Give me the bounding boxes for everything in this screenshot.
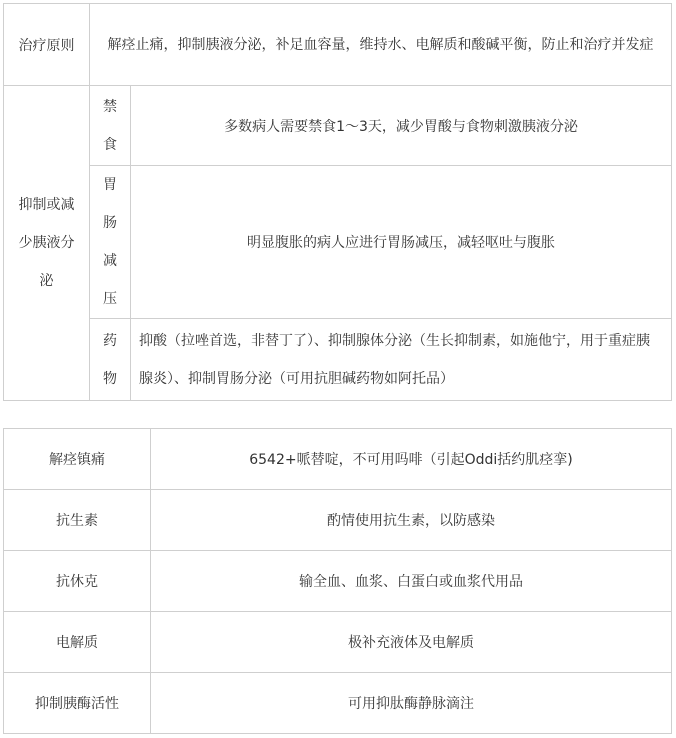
drug-label-cell (4, 429, 151, 490)
drug-table (3, 428, 672, 734)
drug-text: 6542+哌替啶，不可用吗啡（引起Oddi括约肌痉挛) (249, 452, 573, 468)
sub-text-cell (131, 166, 672, 319)
principle-label-cell (4, 4, 90, 86)
drug-text-cell (151, 429, 672, 490)
drug-label: 抑制胰酶活性 (35, 696, 119, 712)
sub-text: 明显腹胀的病人应进行胃肠减压，减轻呕吐与腹胀 (247, 235, 555, 251)
drug-label: 电解质 (56, 635, 98, 651)
table-row (4, 673, 672, 734)
drug-text: 可用抑肽酶静脉滴注 (348, 696, 474, 712)
drug-label-cell (4, 490, 151, 551)
sub-label: 禁食 (103, 98, 117, 153)
table-row (4, 612, 672, 673)
treatment-table (3, 3, 672, 401)
drug-text-cell (151, 551, 672, 612)
drug-label: 抗休克 (56, 574, 98, 590)
sub-label-cell (90, 319, 131, 401)
drug-text: 酌情使用抗生素，以防感染 (327, 513, 495, 529)
drug-text-cell (151, 673, 672, 734)
sub-text-cell (131, 319, 672, 401)
group-label: 抑制或减少胰液分泌 (18, 197, 75, 289)
sub-text: 抑酸（拉唑首选，非替丁了）、抑制腺体分泌（生长抑制素，如施他宁，用于重症胰腺炎）、抑制胃肠分泌（可用抗胆碱药物如阿托品） (139, 332, 650, 387)
sub-label: 药物 (103, 332, 117, 387)
table-row (4, 166, 672, 319)
table-row (4, 4, 672, 86)
drug-text-cell (151, 612, 672, 673)
principle-text: 解痉止痛，抑制胰液分泌，补足血容量，维持水、电解质和酸碱平衡，防止和治疗并发症 (107, 36, 654, 53)
drug-label: 解痉镇痛 (49, 452, 105, 468)
sub-label-cell (90, 86, 131, 166)
table-row (4, 551, 672, 612)
drug-text: 输全血、血浆、白蛋白或血浆代用品 (299, 574, 523, 590)
drug-text-cell (151, 490, 672, 551)
table-row (4, 86, 672, 166)
table-row (4, 490, 672, 551)
sub-text-cell (131, 86, 672, 166)
drug-label-cell (4, 673, 151, 734)
drug-text: 极补充液体及电解质 (348, 635, 474, 651)
sub-text: 多数病人需要禁食1～3天，减少胃酸与食物刺激胰液分泌 (224, 118, 578, 135)
sub-label: 胃肠减压 (103, 177, 117, 307)
principle-text-cell (90, 4, 672, 86)
table-row (4, 319, 672, 401)
table-row (4, 429, 672, 490)
group-label-cell (4, 86, 90, 401)
principle-label: 治疗原则 (18, 37, 75, 54)
drug-label: 抗生素 (56, 513, 98, 529)
drug-label-cell (4, 551, 151, 612)
drug-label-cell (4, 612, 151, 673)
sub-label-cell (90, 166, 131, 319)
